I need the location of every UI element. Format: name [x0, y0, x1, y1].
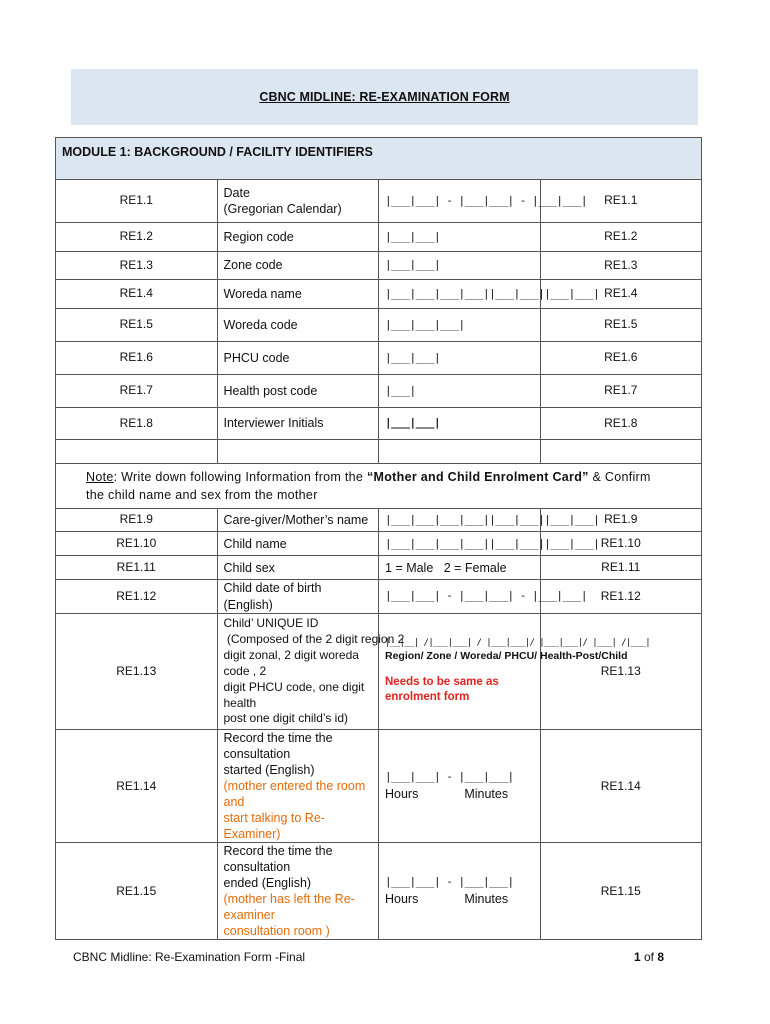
health-post-code-field[interactable]: |___|: [379, 375, 541, 408]
row-label: Woreda code: [217, 309, 379, 342]
phcu-code-field[interactable]: |___|___|: [379, 342, 541, 375]
row-code: RE1.12: [56, 580, 218, 614]
child-name-field[interactable]: |___|___|___|___||___|___||___|___|: [379, 532, 541, 556]
child-sex-field[interactable]: 1 = Male 2 = Female: [379, 556, 541, 580]
instruction-line: (mother has left the Re-examiner: [223, 892, 355, 923]
row-code-right: RE1.8: [540, 408, 702, 440]
row-re1-6: [56, 342, 702, 375]
page-number: [634, 950, 664, 964]
row-code-right: RE1.5: [540, 309, 702, 342]
label-line: Record the time the consultation: [223, 731, 333, 762]
row-code: RE1.15: [56, 843, 218, 940]
row-code: RE1.10: [56, 532, 218, 556]
page-of: of: [640, 950, 658, 964]
row-code: RE1.9: [56, 509, 218, 532]
row-re1-13: [56, 613, 702, 730]
instruction-line: consultation room ): [223, 924, 330, 939]
row-code: RE1.4: [56, 280, 218, 309]
minutes-label: Minutes: [464, 892, 509, 907]
module-header: MODULE 1: BACKGROUND / FACILITY IDENTIFIERS: [56, 138, 702, 180]
date-field[interactable]: |___|___| - |___|___| - |___|___|: [379, 180, 541, 223]
label-line: Record the time the consultation: [223, 844, 333, 875]
note-card-name: “Mother and Child Enrolment Card”: [366, 470, 589, 484]
row-re1-5: [56, 309, 702, 342]
label-line: (Gregorian Calendar): [223, 202, 342, 216]
form-title: CBNC MIDLINE: RE-EXAMINATION FORM: [259, 90, 510, 104]
row-code-right: RE1.15: [540, 843, 702, 940]
row-code: RE1.1: [56, 180, 218, 223]
form-title-box: [71, 69, 698, 125]
zone-code-field[interactable]: |___|___|: [379, 252, 541, 280]
instruction-line: (mother entered the room and: [223, 779, 366, 810]
row-label: Care-giver/Mother’s name: [217, 509, 379, 532]
row-label: Zone code: [217, 252, 379, 280]
row-label: [217, 180, 379, 223]
row-label: Interviewer Initials: [217, 408, 379, 440]
warning-text: Needs to be same as enrolment form: [385, 676, 499, 704]
row-code-right: RE1.4: [540, 280, 702, 309]
label-line: Child’ UNIQUE ID: [223, 615, 319, 630]
label-line: post one digit child’s id): [223, 711, 349, 726]
row-code-right: RE1.3: [540, 252, 702, 280]
row-label: PHCU code: [217, 342, 379, 375]
row-re1-12: [56, 580, 702, 614]
interviewer-initials-field[interactable]: |___|___|: [379, 408, 541, 440]
footer-title: CBNC Midline: Re-Examination Form -Final: [73, 950, 306, 964]
instruction-line: start talking to Re-Examiner): [223, 811, 325, 842]
row-re1-10: [56, 532, 702, 556]
row-label: [217, 613, 405, 730]
row-code-right: RE1.10: [540, 532, 702, 556]
row-code: RE1.3: [56, 252, 218, 280]
unique-id-labels: Region/ Zone / Woreda/ PHCU/ Health-Post/Child: [385, 649, 628, 662]
row-label: Child date of birth (English): [217, 580, 379, 614]
row-code-right: RE1.7: [540, 375, 702, 408]
unique-id-field[interactable]: |__|__| /|___|___| / |___|___|/ |___|___|/ |___| /|___|: [385, 637, 651, 648]
row-code: RE1.8: [56, 408, 218, 440]
hours-label: Hours: [385, 892, 419, 907]
label-line: digit zonal, 2 digit woreda code , 2: [223, 647, 359, 678]
mother-name-field[interactable]: |___|___|___|___||___|___||___|___|: [379, 509, 541, 532]
row-re1-14: [56, 730, 702, 843]
row-code: RE1.11: [56, 556, 218, 580]
row-code-right: RE1.9: [540, 509, 702, 532]
region-code-field[interactable]: |___|___|: [379, 223, 541, 252]
row-code-right: RE1.11: [540, 556, 702, 580]
minutes-label: Minutes: [464, 787, 509, 802]
note-row: [56, 464, 702, 509]
row-code: RE1.14: [56, 730, 218, 843]
note-suffix: & Confirm the child name and sex from the mother: [86, 470, 651, 503]
row-label: Child sex: [217, 556, 379, 580]
label-line: started (English): [223, 763, 315, 778]
row-code-right: RE1.12: [540, 580, 702, 614]
row-code-right: RE1.13: [540, 613, 702, 730]
row-code-right: RE1.1: [540, 180, 702, 223]
woreda-name-field[interactable]: |___|___|___|___||___|___||___|___|: [379, 280, 541, 309]
row-label: [217, 730, 379, 843]
row-code-right: RE1.2: [540, 223, 702, 252]
row-code: RE1.6: [56, 342, 218, 375]
row-re1-2: [56, 223, 702, 252]
row-code: RE1.13: [56, 613, 218, 730]
end-time-field[interactable]: |___|___| - |___|___|: [385, 875, 514, 889]
label-line: Date: [223, 185, 250, 200]
page-current: 1: [633, 950, 641, 964]
row-code: RE1.5: [56, 309, 218, 342]
page-total: 8: [657, 950, 664, 964]
row-code-right: RE1.6: [540, 342, 702, 375]
woreda-code-field[interactable]: |___|___|___|: [379, 309, 541, 342]
row-re1-11: [56, 556, 702, 580]
row-code: RE1.7: [56, 375, 218, 408]
module-header-row: [56, 138, 702, 180]
row-label: Woreda name: [217, 280, 379, 309]
start-time-field[interactable]: |___|___| - |___|___|: [385, 770, 514, 784]
row-re1-3: [56, 252, 702, 280]
end-time-cell: [379, 843, 541, 940]
label-line: digit PHCU code, one digit health: [223, 679, 365, 710]
row-label: Child name: [217, 532, 379, 556]
label-line: (Composed of the 2 digit region 2: [223, 631, 405, 646]
note-prefix: Note: [86, 470, 114, 484]
blank-row: [56, 440, 702, 464]
row-label: Region code: [217, 223, 379, 252]
row-label: [217, 843, 379, 940]
row-re1-1: [56, 180, 702, 223]
row-re1-8: [56, 408, 702, 440]
row-re1-7: [56, 375, 702, 408]
child-dob-field[interactable]: |___|___| - |___|___| - |___|___|: [379, 580, 541, 614]
start-time-cell: [379, 730, 541, 843]
row-code: RE1.2: [56, 223, 218, 252]
row-re1-9: [56, 509, 702, 532]
row-re1-15: [56, 843, 702, 940]
hours-label: Hours: [385, 787, 419, 802]
label-line: ended (English): [223, 876, 312, 891]
note-text: [56, 464, 702, 509]
note-body: : Write down following Information from the: [113, 470, 367, 484]
row-code-right: RE1.14: [540, 730, 702, 843]
row-label: Health post code: [217, 375, 379, 408]
form-table: [55, 137, 702, 940]
row-re1-4: [56, 280, 702, 309]
